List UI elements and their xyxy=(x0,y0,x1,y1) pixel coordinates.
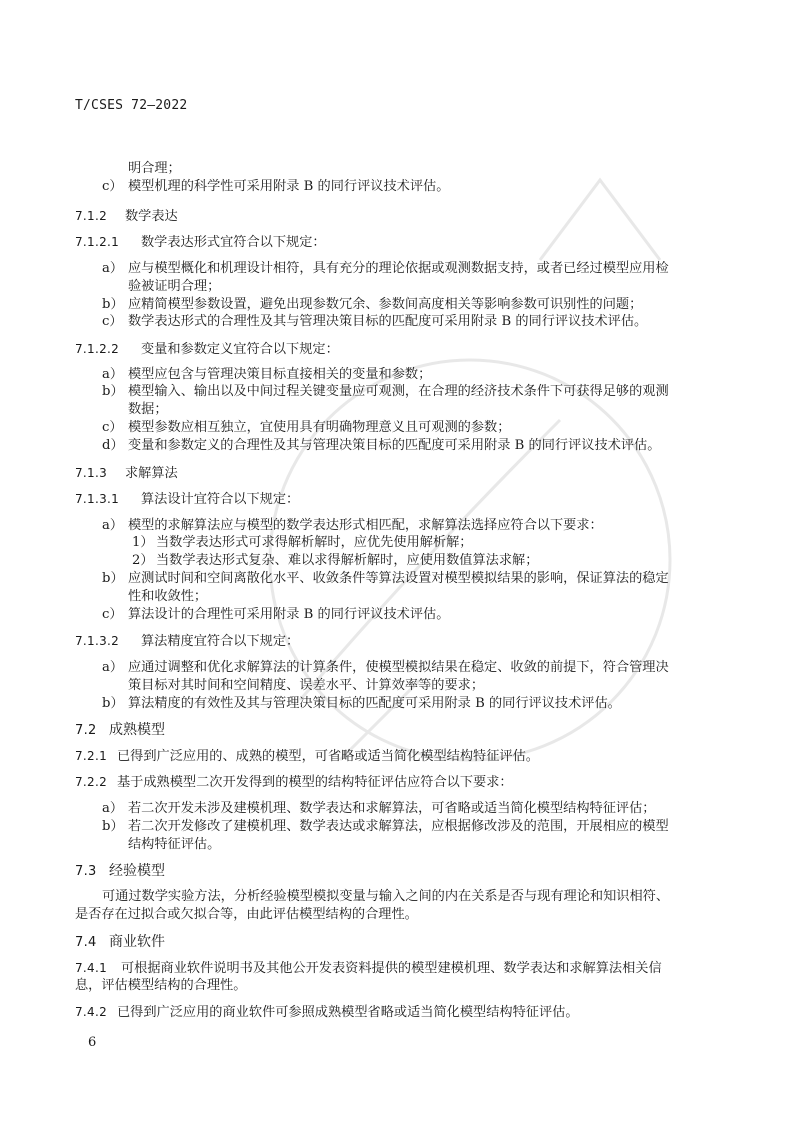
list-item: c） 模型机理的科学性可采用附录 B 的同行评议技术评估。 xyxy=(102,179,450,194)
section-heading: 7.1.2 数学表达 xyxy=(75,209,178,224)
list-item: c） 模型参数应相互独立，宜使用具有明确物理意义且可观测的参数； xyxy=(102,420,511,435)
text-line: 息，评估模型结构的合理性。 xyxy=(75,978,247,993)
text-line: 策目标对其时间和空间精度、误差水平、计算效率等的要求； xyxy=(128,678,485,693)
text-line: 数据； xyxy=(128,402,168,417)
text-line: 结构特征评估。 xyxy=(128,837,221,852)
clause: 7.1.2.1 数学表达形式宜符合以下规定： xyxy=(75,235,326,250)
text-line: 验被证明合理； xyxy=(128,279,221,294)
clause: 7.1.3.2 算法精度宜符合以下规定： xyxy=(75,634,300,649)
list-item: a） 应通过调整和优化求解算法的计算条件，使模型模拟结果在稳定、收敛的前提下，符合管理决 xyxy=(102,660,669,675)
list-item: b） 应测试时间和空间离散化水平、收敛条件等算法设置对模型模拟结果的影响，保证算法的稳定 xyxy=(102,571,669,586)
text-line: 性和收敛性； xyxy=(128,589,208,604)
list-item: b） 模型输入、输出以及中间过程关键变量应可观测，在合理的经济技术条件下可获得足够的观测 xyxy=(102,384,669,399)
list-item: c） 算法设计的合理性可采用附录 B 的同行评议技术评估。 xyxy=(102,607,450,622)
list-item: b） 应精简模型参数设置，避免出现参数冗余、参数间高度相关等影响参数可识别性的问题； xyxy=(102,297,643,312)
list-item: c） 数学表达形式的合理性及其与管理决策目标的匹配度可采用附录 B 的同行评议技术评估。 xyxy=(102,314,648,329)
document-id: T/CSES 72—2022 xyxy=(75,98,188,113)
sub-list-item: 2） 当数学表达形式复杂、难以求得解析解时，应使用数值算法求解； xyxy=(132,553,539,568)
clause: 7.4.2 已得到广泛应用的商业软件可参照成熟模型省略或适当简化模型结构特征评估。 xyxy=(75,1005,579,1020)
page-number: 6 xyxy=(88,1035,97,1050)
sub-list-item: 1） 当数学表达形式可求得解析解时，应优先使用解析解； xyxy=(132,535,473,550)
paragraph-line: 可通过数学实验方法，分析经验模型模拟变量与输入之间的内在关系是否与现有理论和知识相符、 xyxy=(102,889,670,904)
section-heading: 7.4 商业软件 xyxy=(75,934,165,950)
clause: 7.1.2.2 变量和参数定义宜符合以下规定： xyxy=(75,342,339,357)
list-item: a） 应与模型概化和机理设计相符，具有充分的理论依据或观测数据支持，或者已经过模型应用检 xyxy=(102,261,669,276)
paragraph-line: 是否存在过拟合或欠拟合等，由此评估模型结构的合理性。 xyxy=(75,907,418,922)
list-item: a） 若二次开发未涉及建模机理、数学表达和求解算法，可省略或适当简化模型结构特征评估； xyxy=(102,801,656,816)
list-item: a） 模型的求解算法应与模型的数学表达形式相匹配，求解算法选择应符合以下要求： xyxy=(102,518,603,533)
section-heading: 7.2 成熟模型 xyxy=(75,722,165,738)
clause: 7.1.3.1 算法设计宜符合以下规定： xyxy=(75,492,300,507)
list-item: d） 变量和参数定义的合理性及其与管理决策目标的匹配度可采用附录 B 的同行评议技术评估。 xyxy=(102,438,661,453)
list-item: b） 算法精度的有效性及其与管理决策目标的匹配度可采用附录 B 的同行评议技术评估。 xyxy=(102,696,621,711)
section-heading: 7.3 经验模型 xyxy=(75,863,165,879)
list-item: a） 模型应包含与管理决策目标直接相关的变量和参数； xyxy=(102,367,432,382)
text-line: 明合理； xyxy=(128,161,181,176)
section-heading: 7.1.3 求解算法 xyxy=(75,466,178,481)
list-item: b） 若二次开发修改了建模机理、数学表达或求解算法，应根据修改涉及的范围，开展相应的模型 xyxy=(102,819,669,834)
clause: 7.2.2 基于成熟模型二次开发得到的模型的结构特征评估应符合以下要求： xyxy=(75,775,513,790)
clause: 7.2.1 已得到广泛应用的、成熟的模型，可省略或适当简化模型结构特征评估。 xyxy=(75,749,539,764)
clause: 7.4.1 可根据商业软件说明书及其他公开发表资料提供的模型建模机理、数学表达和求解算法相关信 xyxy=(75,961,662,976)
